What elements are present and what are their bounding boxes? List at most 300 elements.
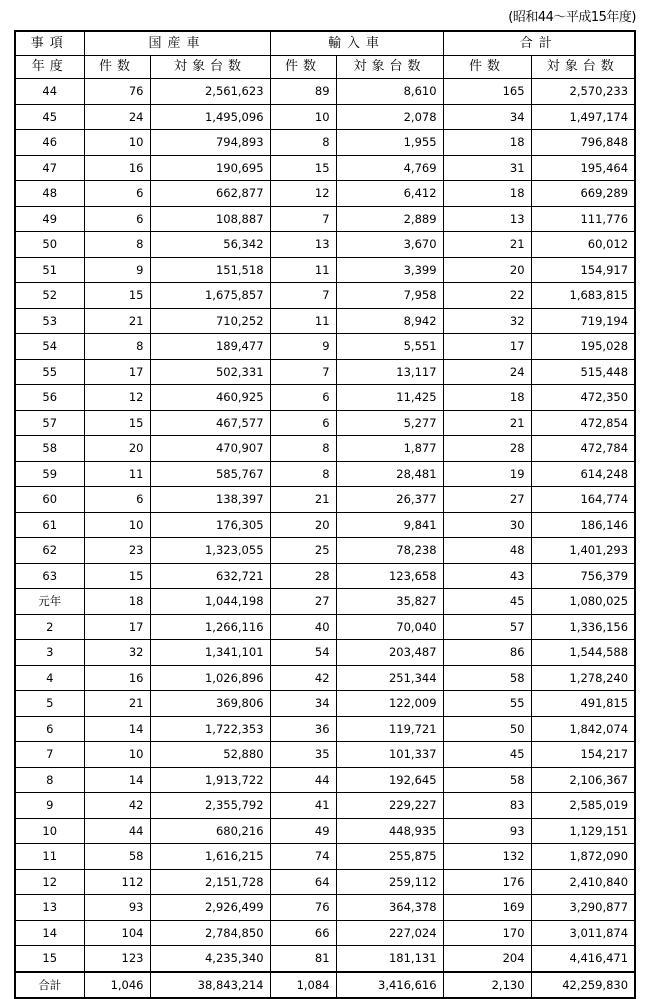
- domestic-vehicles-cell: 1,616,215: [150, 844, 270, 870]
- imported-vehicles-cell: 1,955: [336, 130, 443, 156]
- domestic-vehicles-cell: 108,887: [150, 206, 270, 232]
- year-cell: 合計: [15, 972, 84, 998]
- header-total: 合計: [443, 31, 635, 56]
- imported-vehicles-cell: 123,658: [336, 563, 443, 589]
- total-vehicles-cell: 491,815: [531, 691, 635, 717]
- total-cases-cell: 58: [443, 767, 531, 793]
- year-cell: 45: [15, 104, 84, 130]
- total-vehicles-cell: 2,585,019: [531, 793, 635, 819]
- imported-cases-cell: 8: [270, 461, 336, 487]
- imported-cases-cell: 8: [270, 130, 336, 156]
- imported-cases-cell: 11: [270, 257, 336, 283]
- total-cases-cell: 21: [443, 410, 531, 436]
- imported-vehicles-cell: 5,551: [336, 334, 443, 360]
- table-row: [15, 385, 635, 411]
- imported-cases-cell: 15: [270, 155, 336, 181]
- total-cases-cell: 93: [443, 818, 531, 844]
- domestic-vehicles-cell: 470,907: [150, 436, 270, 462]
- imported-vehicles-cell: 11,425: [336, 385, 443, 411]
- imported-vehicles-cell: 122,009: [336, 691, 443, 717]
- domestic-cases-cell: 14: [84, 767, 150, 793]
- imported-cases-cell: 66: [270, 920, 336, 946]
- imported-cases-cell: 6: [270, 410, 336, 436]
- year-cell: 5: [15, 691, 84, 717]
- domestic-cases-cell: 112: [84, 869, 150, 895]
- total-vehicles-cell: 472,784: [531, 436, 635, 462]
- total-vehicles-cell: 164,774: [531, 487, 635, 513]
- imported-cases-cell: 34: [270, 691, 336, 717]
- domestic-cases-cell: 42: [84, 793, 150, 819]
- domestic-vehicles-cell: 138,397: [150, 487, 270, 513]
- total-cases-cell: 19: [443, 461, 531, 487]
- table-row: [15, 793, 635, 819]
- imported-cases-cell: 76: [270, 895, 336, 921]
- total-cases-cell: 24: [443, 359, 531, 385]
- total-cases-cell: 18: [443, 130, 531, 156]
- domestic-vehicles-cell: 1,044,198: [150, 589, 270, 615]
- total-vehicles-cell: 614,248: [531, 461, 635, 487]
- imported-vehicles-cell: 229,227: [336, 793, 443, 819]
- imported-cases-cell: 13: [270, 232, 336, 258]
- total-cases-cell: 30: [443, 512, 531, 538]
- total-cases-cell: 45: [443, 589, 531, 615]
- total-cases-cell: 165: [443, 79, 531, 105]
- domestic-cases-cell: 32: [84, 640, 150, 666]
- table-row: [15, 104, 635, 130]
- total-vehicles-cell: 796,848: [531, 130, 635, 156]
- year-cell: 44: [15, 79, 84, 105]
- domestic-cases-cell: 18: [84, 589, 150, 615]
- imported-vehicles-cell: 70,040: [336, 614, 443, 640]
- total-vehicles-cell: 1,544,588: [531, 640, 635, 666]
- total-cases-cell: 83: [443, 793, 531, 819]
- total-vehicles-cell: 195,028: [531, 334, 635, 360]
- imported-cases-cell: 6: [270, 385, 336, 411]
- table-row: [15, 716, 635, 742]
- domestic-vehicles-cell: 2,561,623: [150, 79, 270, 105]
- total-vehicles-cell: 154,217: [531, 742, 635, 768]
- imported-cases-cell: 42: [270, 665, 336, 691]
- total-vehicles-cell: 42,259,830: [531, 972, 635, 998]
- imported-cases-cell: 89: [270, 79, 336, 105]
- total-cases-cell: 13: [443, 206, 531, 232]
- header-item: 事項: [15, 31, 84, 56]
- header-total-cases: 件数: [443, 56, 531, 79]
- total-vehicles-cell: 515,448: [531, 359, 635, 385]
- total-cases-cell: 31: [443, 155, 531, 181]
- domestic-vehicles-cell: 680,216: [150, 818, 270, 844]
- domestic-vehicles-cell: 2,355,792: [150, 793, 270, 819]
- table-row: [15, 614, 635, 640]
- header-imported-vehicles: 対象台数: [336, 56, 443, 79]
- domestic-cases-cell: 1,046: [84, 972, 150, 998]
- imported-cases-cell: 40: [270, 614, 336, 640]
- domestic-cases-cell: 11: [84, 461, 150, 487]
- domestic-vehicles-cell: 794,893: [150, 130, 270, 156]
- table-row: [15, 181, 635, 207]
- imported-cases-cell: 81: [270, 946, 336, 972]
- table-row: [15, 665, 635, 691]
- table-row: [15, 818, 635, 844]
- table-row: [15, 563, 635, 589]
- total-vehicles-cell: 756,379: [531, 563, 635, 589]
- total-cases-cell: 27: [443, 487, 531, 513]
- table-row: [15, 742, 635, 768]
- table-row: [15, 410, 635, 436]
- imported-cases-cell: 36: [270, 716, 336, 742]
- total-cases-cell: 176: [443, 869, 531, 895]
- total-vehicles-cell: 1,336,156: [531, 614, 635, 640]
- domestic-cases-cell: 21: [84, 691, 150, 717]
- total-vehicles-cell: 3,290,877: [531, 895, 635, 921]
- domestic-vehicles-cell: 369,806: [150, 691, 270, 717]
- imported-cases-cell: 7: [270, 359, 336, 385]
- domestic-vehicles-cell: 585,767: [150, 461, 270, 487]
- total-vehicles-cell: 195,464: [531, 155, 635, 181]
- total-vehicles-cell: 2,106,367: [531, 767, 635, 793]
- imported-vehicles-cell: 26,377: [336, 487, 443, 513]
- header-total-vehicles: 対象台数: [531, 56, 635, 79]
- domestic-vehicles-cell: 2,926,499: [150, 895, 270, 921]
- domestic-cases-cell: 14: [84, 716, 150, 742]
- header-row-columns: [15, 56, 635, 79]
- year-cell: 63: [15, 563, 84, 589]
- imported-vehicles-cell: 8,942: [336, 308, 443, 334]
- domestic-vehicles-cell: 460,925: [150, 385, 270, 411]
- total-cases-cell: 32: [443, 308, 531, 334]
- table-row: [15, 869, 635, 895]
- imported-vehicles-cell: 181,131: [336, 946, 443, 972]
- imported-cases-cell: 27: [270, 589, 336, 615]
- total-vehicles-cell: 1,497,174: [531, 104, 635, 130]
- year-cell: 14: [15, 920, 84, 946]
- imported-cases-cell: 35: [270, 742, 336, 768]
- table-row: [15, 334, 635, 360]
- domestic-cases-cell: 15: [84, 563, 150, 589]
- total-vehicles-cell: 2,570,233: [531, 79, 635, 105]
- imported-cases-cell: 41: [270, 793, 336, 819]
- table-row: [15, 283, 635, 309]
- recall-statistics-table: [14, 30, 636, 999]
- imported-vehicles-cell: 9,841: [336, 512, 443, 538]
- total-cases-cell: 28: [443, 436, 531, 462]
- total-cases-cell: 45: [443, 742, 531, 768]
- table-row: [15, 232, 635, 258]
- domestic-vehicles-cell: 1,026,896: [150, 665, 270, 691]
- imported-cases-cell: 8: [270, 436, 336, 462]
- total-cases-cell: 86: [443, 640, 531, 666]
- domestic-vehicles-cell: 151,518: [150, 257, 270, 283]
- table-row: [15, 359, 635, 385]
- imported-cases-cell: 7: [270, 283, 336, 309]
- imported-vehicles-cell: 227,024: [336, 920, 443, 946]
- year-cell: 9: [15, 793, 84, 819]
- total-cases-cell: 55: [443, 691, 531, 717]
- total-vehicles-cell: 2,410,840: [531, 869, 635, 895]
- imported-cases-cell: 44: [270, 767, 336, 793]
- domestic-cases-cell: 6: [84, 181, 150, 207]
- table-row: [15, 767, 635, 793]
- domestic-vehicles-cell: 502,331: [150, 359, 270, 385]
- total-cases-cell: 18: [443, 181, 531, 207]
- year-cell: 61: [15, 512, 84, 538]
- year-cell: 7: [15, 742, 84, 768]
- table-row: [15, 79, 635, 105]
- total-vehicles-cell: 1,129,151: [531, 818, 635, 844]
- total-cases-cell: 43: [443, 563, 531, 589]
- table-row: [15, 461, 635, 487]
- year-cell: 3: [15, 640, 84, 666]
- domestic-cases-cell: 10: [84, 130, 150, 156]
- imported-vehicles-cell: 259,112: [336, 869, 443, 895]
- domestic-vehicles-cell: 632,721: [150, 563, 270, 589]
- table-row: [15, 155, 635, 181]
- total-row: [15, 972, 635, 998]
- imported-vehicles-cell: 28,481: [336, 461, 443, 487]
- table-row: [15, 691, 635, 717]
- total-cases-cell: 57: [443, 614, 531, 640]
- domestic-cases-cell: 8: [84, 334, 150, 360]
- year-cell: 62: [15, 538, 84, 564]
- total-vehicles-cell: 1,872,090: [531, 844, 635, 870]
- imported-cases-cell: 49: [270, 818, 336, 844]
- domestic-cases-cell: 104: [84, 920, 150, 946]
- imported-cases-cell: 12: [270, 181, 336, 207]
- domestic-cases-cell: 24: [84, 104, 150, 130]
- imported-vehicles-cell: 2,078: [336, 104, 443, 130]
- domestic-cases-cell: 17: [84, 614, 150, 640]
- total-cases-cell: 48: [443, 538, 531, 564]
- imported-vehicles-cell: 1,877: [336, 436, 443, 462]
- domestic-vehicles-cell: 1,495,096: [150, 104, 270, 130]
- domestic-cases-cell: 10: [84, 742, 150, 768]
- imported-cases-cell: 20: [270, 512, 336, 538]
- total-vehicles-cell: 60,012: [531, 232, 635, 258]
- imported-vehicles-cell: 192,645: [336, 767, 443, 793]
- total-vehicles-cell: 4,416,471: [531, 946, 635, 972]
- imported-vehicles-cell: 8,610: [336, 79, 443, 105]
- total-vehicles-cell: 1,683,815: [531, 283, 635, 309]
- year-cell: 12: [15, 869, 84, 895]
- total-vehicles-cell: 1,401,293: [531, 538, 635, 564]
- domestic-cases-cell: 58: [84, 844, 150, 870]
- imported-cases-cell: 21: [270, 487, 336, 513]
- domestic-cases-cell: 21: [84, 308, 150, 334]
- domestic-vehicles-cell: 1,913,722: [150, 767, 270, 793]
- imported-cases-cell: 10: [270, 104, 336, 130]
- imported-vehicles-cell: 448,935: [336, 818, 443, 844]
- imported-vehicles-cell: 7,958: [336, 283, 443, 309]
- table-row: [15, 436, 635, 462]
- imported-vehicles-cell: 3,399: [336, 257, 443, 283]
- year-cell: 13: [15, 895, 84, 921]
- total-vehicles-cell: 1,278,240: [531, 665, 635, 691]
- table-row: [15, 206, 635, 232]
- domestic-vehicles-cell: 710,252: [150, 308, 270, 334]
- domestic-cases-cell: 93: [84, 895, 150, 921]
- year-cell: 11: [15, 844, 84, 870]
- year-cell: 48: [15, 181, 84, 207]
- year-cell: 15: [15, 946, 84, 972]
- imported-cases-cell: 11: [270, 308, 336, 334]
- total-vehicles-cell: 154,917: [531, 257, 635, 283]
- domestic-vehicles-cell: 1,266,116: [150, 614, 270, 640]
- imported-cases-cell: 54: [270, 640, 336, 666]
- domestic-vehicles-cell: 38,843,214: [150, 972, 270, 998]
- imported-vehicles-cell: 101,337: [336, 742, 443, 768]
- total-cases-cell: 58: [443, 665, 531, 691]
- table-row: [15, 640, 635, 666]
- domestic-vehicles-cell: 1,341,101: [150, 640, 270, 666]
- domestic-vehicles-cell: 1,675,857: [150, 283, 270, 309]
- header-imported: 輸入車: [270, 31, 443, 56]
- domestic-cases-cell: 23: [84, 538, 150, 564]
- year-cell: 2: [15, 614, 84, 640]
- total-cases-cell: 204: [443, 946, 531, 972]
- imported-vehicles-cell: 13,117: [336, 359, 443, 385]
- total-vehicles-cell: 472,854: [531, 410, 635, 436]
- year-cell: 50: [15, 232, 84, 258]
- imported-vehicles-cell: 364,378: [336, 895, 443, 921]
- year-cell: 4: [15, 665, 84, 691]
- table-row: [15, 844, 635, 870]
- imported-vehicles-cell: 251,344: [336, 665, 443, 691]
- domestic-vehicles-cell: 176,305: [150, 512, 270, 538]
- year-cell: 56: [15, 385, 84, 411]
- imported-vehicles-cell: 3,670: [336, 232, 443, 258]
- imported-vehicles-cell: 2,889: [336, 206, 443, 232]
- domestic-cases-cell: 12: [84, 385, 150, 411]
- table-body: [15, 79, 635, 998]
- imported-vehicles-cell: 3,416,616: [336, 972, 443, 998]
- domestic-vehicles-cell: 56,342: [150, 232, 270, 258]
- imported-cases-cell: 9: [270, 334, 336, 360]
- domestic-vehicles-cell: 52,880: [150, 742, 270, 768]
- year-cell: 58: [15, 436, 84, 462]
- header-row-groups: [15, 31, 635, 56]
- domestic-vehicles-cell: 467,577: [150, 410, 270, 436]
- total-vehicles-cell: 111,776: [531, 206, 635, 232]
- domestic-cases-cell: 17: [84, 359, 150, 385]
- year-cell: 6: [15, 716, 84, 742]
- total-vehicles-cell: 669,289: [531, 181, 635, 207]
- total-cases-cell: 21: [443, 232, 531, 258]
- domestic-vehicles-cell: 189,477: [150, 334, 270, 360]
- header-domestic-vehicles: 対象台数: [150, 56, 270, 79]
- total-vehicles-cell: 472,350: [531, 385, 635, 411]
- imported-vehicles-cell: 78,238: [336, 538, 443, 564]
- year-cell: 60: [15, 487, 84, 513]
- year-cell: 46: [15, 130, 84, 156]
- total-vehicles-cell: 1,842,074: [531, 716, 635, 742]
- table-row: [15, 946, 635, 972]
- imported-vehicles-cell: 6,412: [336, 181, 443, 207]
- domestic-cases-cell: 123: [84, 946, 150, 972]
- table-row: [15, 487, 635, 513]
- total-cases-cell: 170: [443, 920, 531, 946]
- imported-vehicles-cell: 203,487: [336, 640, 443, 666]
- domestic-vehicles-cell: 4,235,340: [150, 946, 270, 972]
- imported-cases-cell: 28: [270, 563, 336, 589]
- year-cell: 8: [15, 767, 84, 793]
- year-cell: 51: [15, 257, 84, 283]
- imported-cases-cell: 74: [270, 844, 336, 870]
- imported-vehicles-cell: 255,875: [336, 844, 443, 870]
- year-cell: 元年: [15, 589, 84, 615]
- year-cell: 55: [15, 359, 84, 385]
- total-cases-cell: 20: [443, 257, 531, 283]
- total-cases-cell: 22: [443, 283, 531, 309]
- period-note: (昭和44～平成15年度): [508, 10, 636, 25]
- year-cell: 53: [15, 308, 84, 334]
- table-row: [15, 512, 635, 538]
- total-cases-cell: 18: [443, 385, 531, 411]
- domestic-cases-cell: 6: [84, 206, 150, 232]
- domestic-vehicles-cell: 190,695: [150, 155, 270, 181]
- domestic-vehicles-cell: 662,877: [150, 181, 270, 207]
- year-cell: 49: [15, 206, 84, 232]
- domestic-cases-cell: 15: [84, 410, 150, 436]
- total-cases-cell: 34: [443, 104, 531, 130]
- domestic-cases-cell: 16: [84, 155, 150, 181]
- total-cases-cell: 2,130: [443, 972, 531, 998]
- year-cell: 47: [15, 155, 84, 181]
- imported-vehicles-cell: 119,721: [336, 716, 443, 742]
- domestic-cases-cell: 10: [84, 512, 150, 538]
- total-vehicles-cell: 186,146: [531, 512, 635, 538]
- header-domestic-cases: 件数: [84, 56, 150, 79]
- year-cell: 57: [15, 410, 84, 436]
- year-cell: 10: [15, 818, 84, 844]
- imported-vehicles-cell: 4,769: [336, 155, 443, 181]
- table-row: [15, 589, 635, 615]
- imported-cases-cell: 1,084: [270, 972, 336, 998]
- total-vehicles-cell: 3,011,874: [531, 920, 635, 946]
- domestic-cases-cell: 9: [84, 257, 150, 283]
- imported-cases-cell: 64: [270, 869, 336, 895]
- table-row: [15, 257, 635, 283]
- table-row: [15, 538, 635, 564]
- total-cases-cell: 17: [443, 334, 531, 360]
- domestic-vehicles-cell: 2,151,728: [150, 869, 270, 895]
- domestic-cases-cell: 15: [84, 283, 150, 309]
- imported-cases-cell: 7: [270, 206, 336, 232]
- header-year: 年度: [15, 56, 84, 79]
- imported-vehicles-cell: 5,277: [336, 410, 443, 436]
- domestic-cases-cell: 6: [84, 487, 150, 513]
- domestic-vehicles-cell: 2,784,850: [150, 920, 270, 946]
- total-vehicles-cell: 1,080,025: [531, 589, 635, 615]
- total-cases-cell: 50: [443, 716, 531, 742]
- table-row: [15, 895, 635, 921]
- header-imported-cases: 件数: [270, 56, 336, 79]
- imported-cases-cell: 25: [270, 538, 336, 564]
- total-cases-cell: 169: [443, 895, 531, 921]
- imported-vehicles-cell: 35,827: [336, 589, 443, 615]
- domestic-cases-cell: 76: [84, 79, 150, 105]
- domestic-cases-cell: 20: [84, 436, 150, 462]
- total-vehicles-cell: 719,194: [531, 308, 635, 334]
- year-cell: 52: [15, 283, 84, 309]
- total-cases-cell: 132: [443, 844, 531, 870]
- domestic-cases-cell: 44: [84, 818, 150, 844]
- year-cell: 54: [15, 334, 84, 360]
- domestic-vehicles-cell: 1,323,055: [150, 538, 270, 564]
- header-domestic: 国産車: [84, 31, 270, 56]
- domestic-cases-cell: 8: [84, 232, 150, 258]
- domestic-cases-cell: 16: [84, 665, 150, 691]
- table-row: [15, 308, 635, 334]
